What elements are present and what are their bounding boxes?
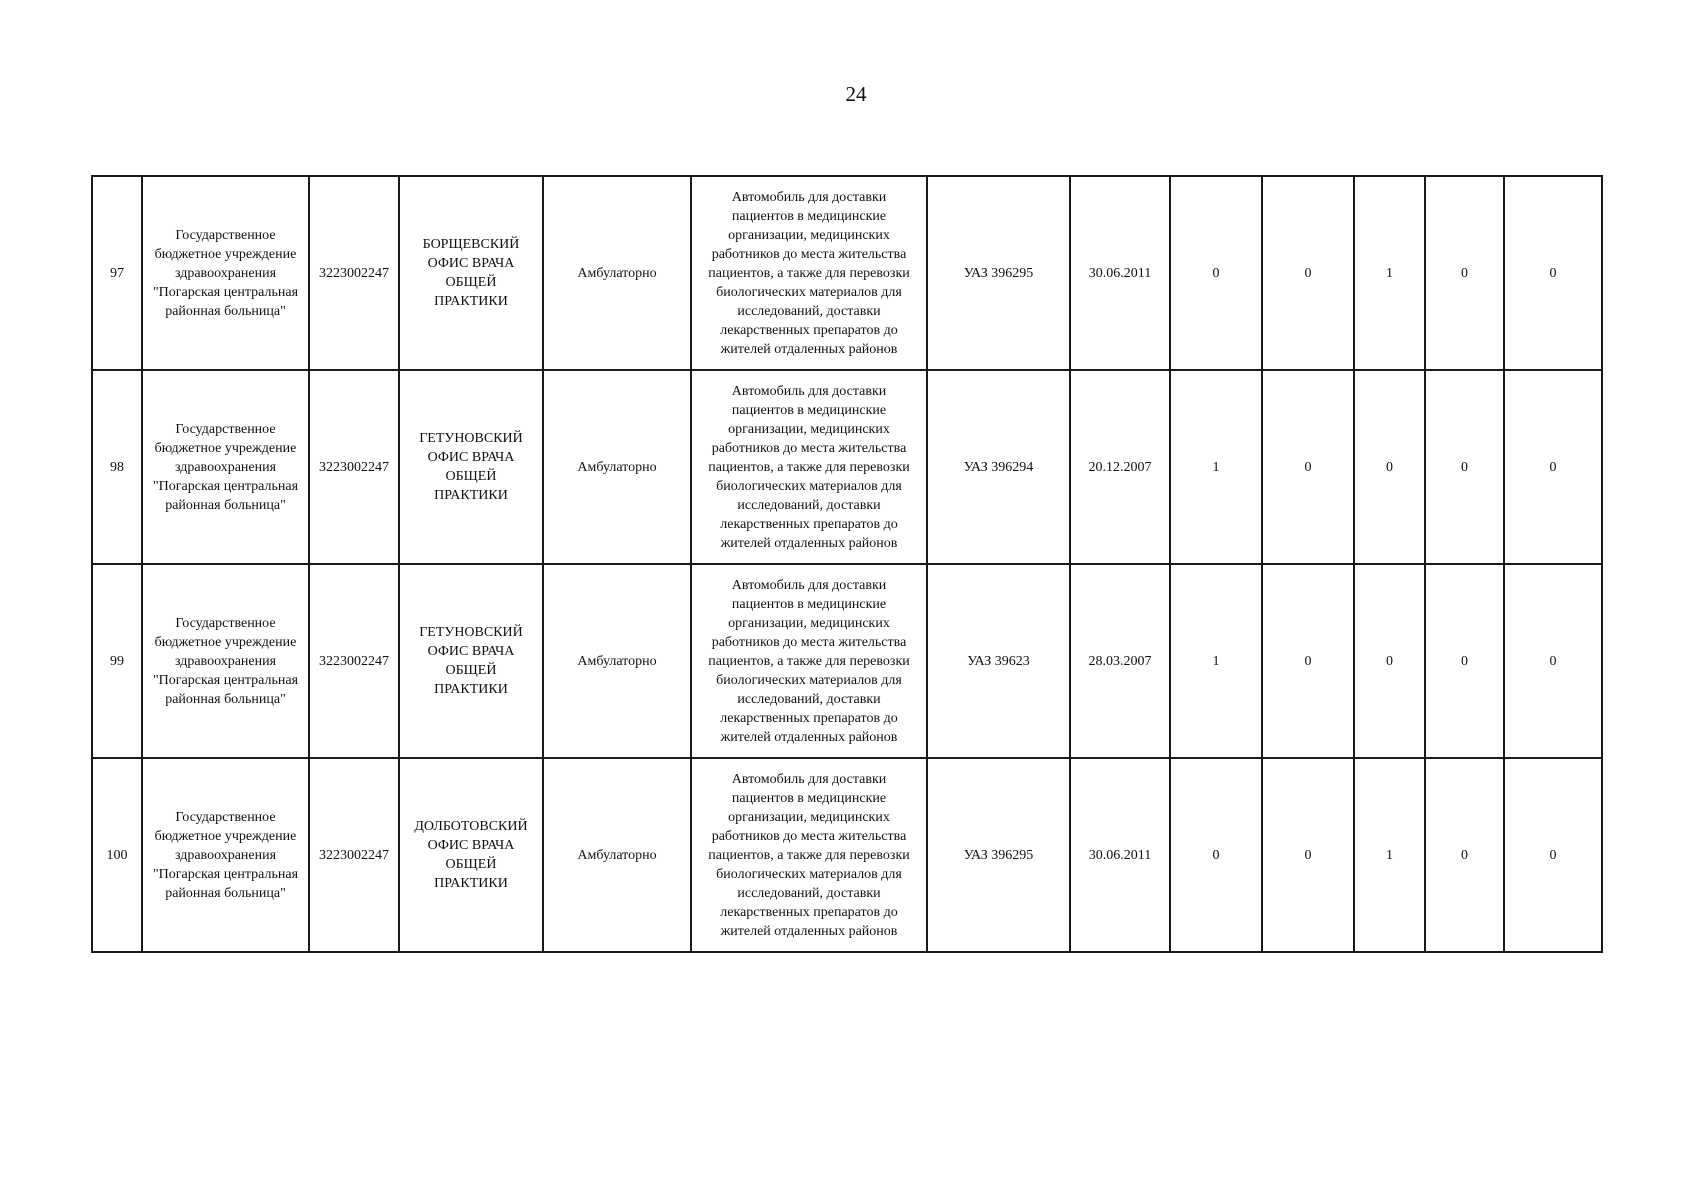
count-cell-4: 0 — [1425, 176, 1504, 370]
row-number-cell: 99 — [92, 564, 142, 758]
vehicle-model-cell: УАЗ 396294 — [927, 370, 1070, 564]
purpose-cell: Автомобиль для доставки пациентов в медицинские организации, медицинских работников до места жительства пациентов, а также для перевозки биологических материалов для исследований, доставки лекарственных препаратов до жителей отдаленных районов — [691, 370, 927, 564]
vehicle-model-cell: УАЗ 396295 — [927, 176, 1070, 370]
count-cell-1: 0 — [1170, 176, 1262, 370]
count-cell-4: 0 — [1425, 758, 1504, 952]
purpose-cell: Автомобиль для доставки пациентов в медицинские организации, медицинских работников до места жительства пациентов, а также для перевозки биологических материалов для исследований, доставки лекарственных препаратов до жителей отдаленных районов — [691, 564, 927, 758]
count-cell-3: 1 — [1354, 176, 1425, 370]
count-cell-2: 0 — [1262, 564, 1354, 758]
count-cell-1: 1 — [1170, 564, 1262, 758]
purpose-cell: Автомобиль для доставки пациентов в медицинские организации, медицинских работников до места жительства пациентов, а также для перевозки биологических материалов для исследований, доставки лекарственных препаратов до жителей отдаленных районов — [691, 758, 927, 952]
count-cell-4: 0 — [1425, 370, 1504, 564]
care-type-cell: Амбулаторно — [543, 758, 691, 952]
office-cell: ДОЛБОТОВСКИЙ ОФИС ВРАЧА ОБЩЕЙ ПРАКТИКИ — [399, 758, 543, 952]
count-cell-4: 0 — [1425, 564, 1504, 758]
count-cell-2: 0 — [1262, 370, 1354, 564]
date-cell: 30.06.2011 — [1070, 758, 1170, 952]
count-cell-5: 0 — [1504, 370, 1602, 564]
count-cell-3: 1 — [1354, 758, 1425, 952]
page-number: 24 — [845, 82, 867, 106]
vehicle-registry-table — [91, 175, 1603, 953]
table-row — [92, 176, 1602, 370]
row-number-cell: 100 — [92, 758, 142, 952]
inn-cell: 3223002247 — [309, 370, 399, 564]
purpose-cell: Автомобиль для доставки пациентов в медицинские организации, медицинских работников до места жительства пациентов, а также для перевозки биологических материалов для исследований, доставки лекарственных препаратов до жителей отдаленных районов — [691, 176, 927, 370]
table-row — [92, 564, 1602, 758]
row-number-cell: 97 — [92, 176, 142, 370]
count-cell-1: 0 — [1170, 758, 1262, 952]
table-row — [92, 370, 1602, 564]
vehicle-model-cell: УАЗ 396295 — [927, 758, 1070, 952]
institution-cell: Государственное бюджетное учреждение здравоохранения "Погарская центральная районная больница" — [142, 370, 309, 564]
inn-cell: 3223002247 — [309, 176, 399, 370]
inn-cell: 3223002247 — [309, 564, 399, 758]
table-row — [92, 758, 1602, 952]
date-cell: 30.06.2011 — [1070, 176, 1170, 370]
office-cell: ГЕТУНОВСКИЙ ОФИС ВРАЧА ОБЩЕЙ ПРАКТИКИ — [399, 564, 543, 758]
care-type-cell: Амбулаторно — [543, 176, 691, 370]
count-cell-2: 0 — [1262, 758, 1354, 952]
office-cell: БОРЩЕВСКИЙ ОФИС ВРАЧА ОБЩЕЙ ПРАКТИКИ — [399, 176, 543, 370]
count-cell-5: 0 — [1504, 176, 1602, 370]
institution-cell: Государственное бюджетное учреждение здравоохранения "Погарская центральная районная больница" — [142, 758, 309, 952]
count-cell-5: 0 — [1504, 758, 1602, 952]
inn-cell: 3223002247 — [309, 758, 399, 952]
count-cell-5: 0 — [1504, 564, 1602, 758]
care-type-cell: Амбулаторно — [543, 370, 691, 564]
office-cell: ГЕТУНОВСКИЙ ОФИС ВРАЧА ОБЩЕЙ ПРАКТИКИ — [399, 370, 543, 564]
vehicle-model-cell: УАЗ 39623 — [927, 564, 1070, 758]
care-type-cell: Амбулаторно — [543, 564, 691, 758]
date-cell: 20.12.2007 — [1070, 370, 1170, 564]
date-cell: 28.03.2007 — [1070, 564, 1170, 758]
count-cell-3: 0 — [1354, 370, 1425, 564]
institution-cell: Государственное бюджетное учреждение здравоохранения "Погарская центральная районная больница" — [142, 564, 309, 758]
count-cell-1: 1 — [1170, 370, 1262, 564]
institution-cell: Государственное бюджетное учреждение здравоохранения "Погарская центральная районная больница" — [142, 176, 309, 370]
count-cell-3: 0 — [1354, 564, 1425, 758]
count-cell-2: 0 — [1262, 176, 1354, 370]
row-number-cell: 98 — [92, 370, 142, 564]
